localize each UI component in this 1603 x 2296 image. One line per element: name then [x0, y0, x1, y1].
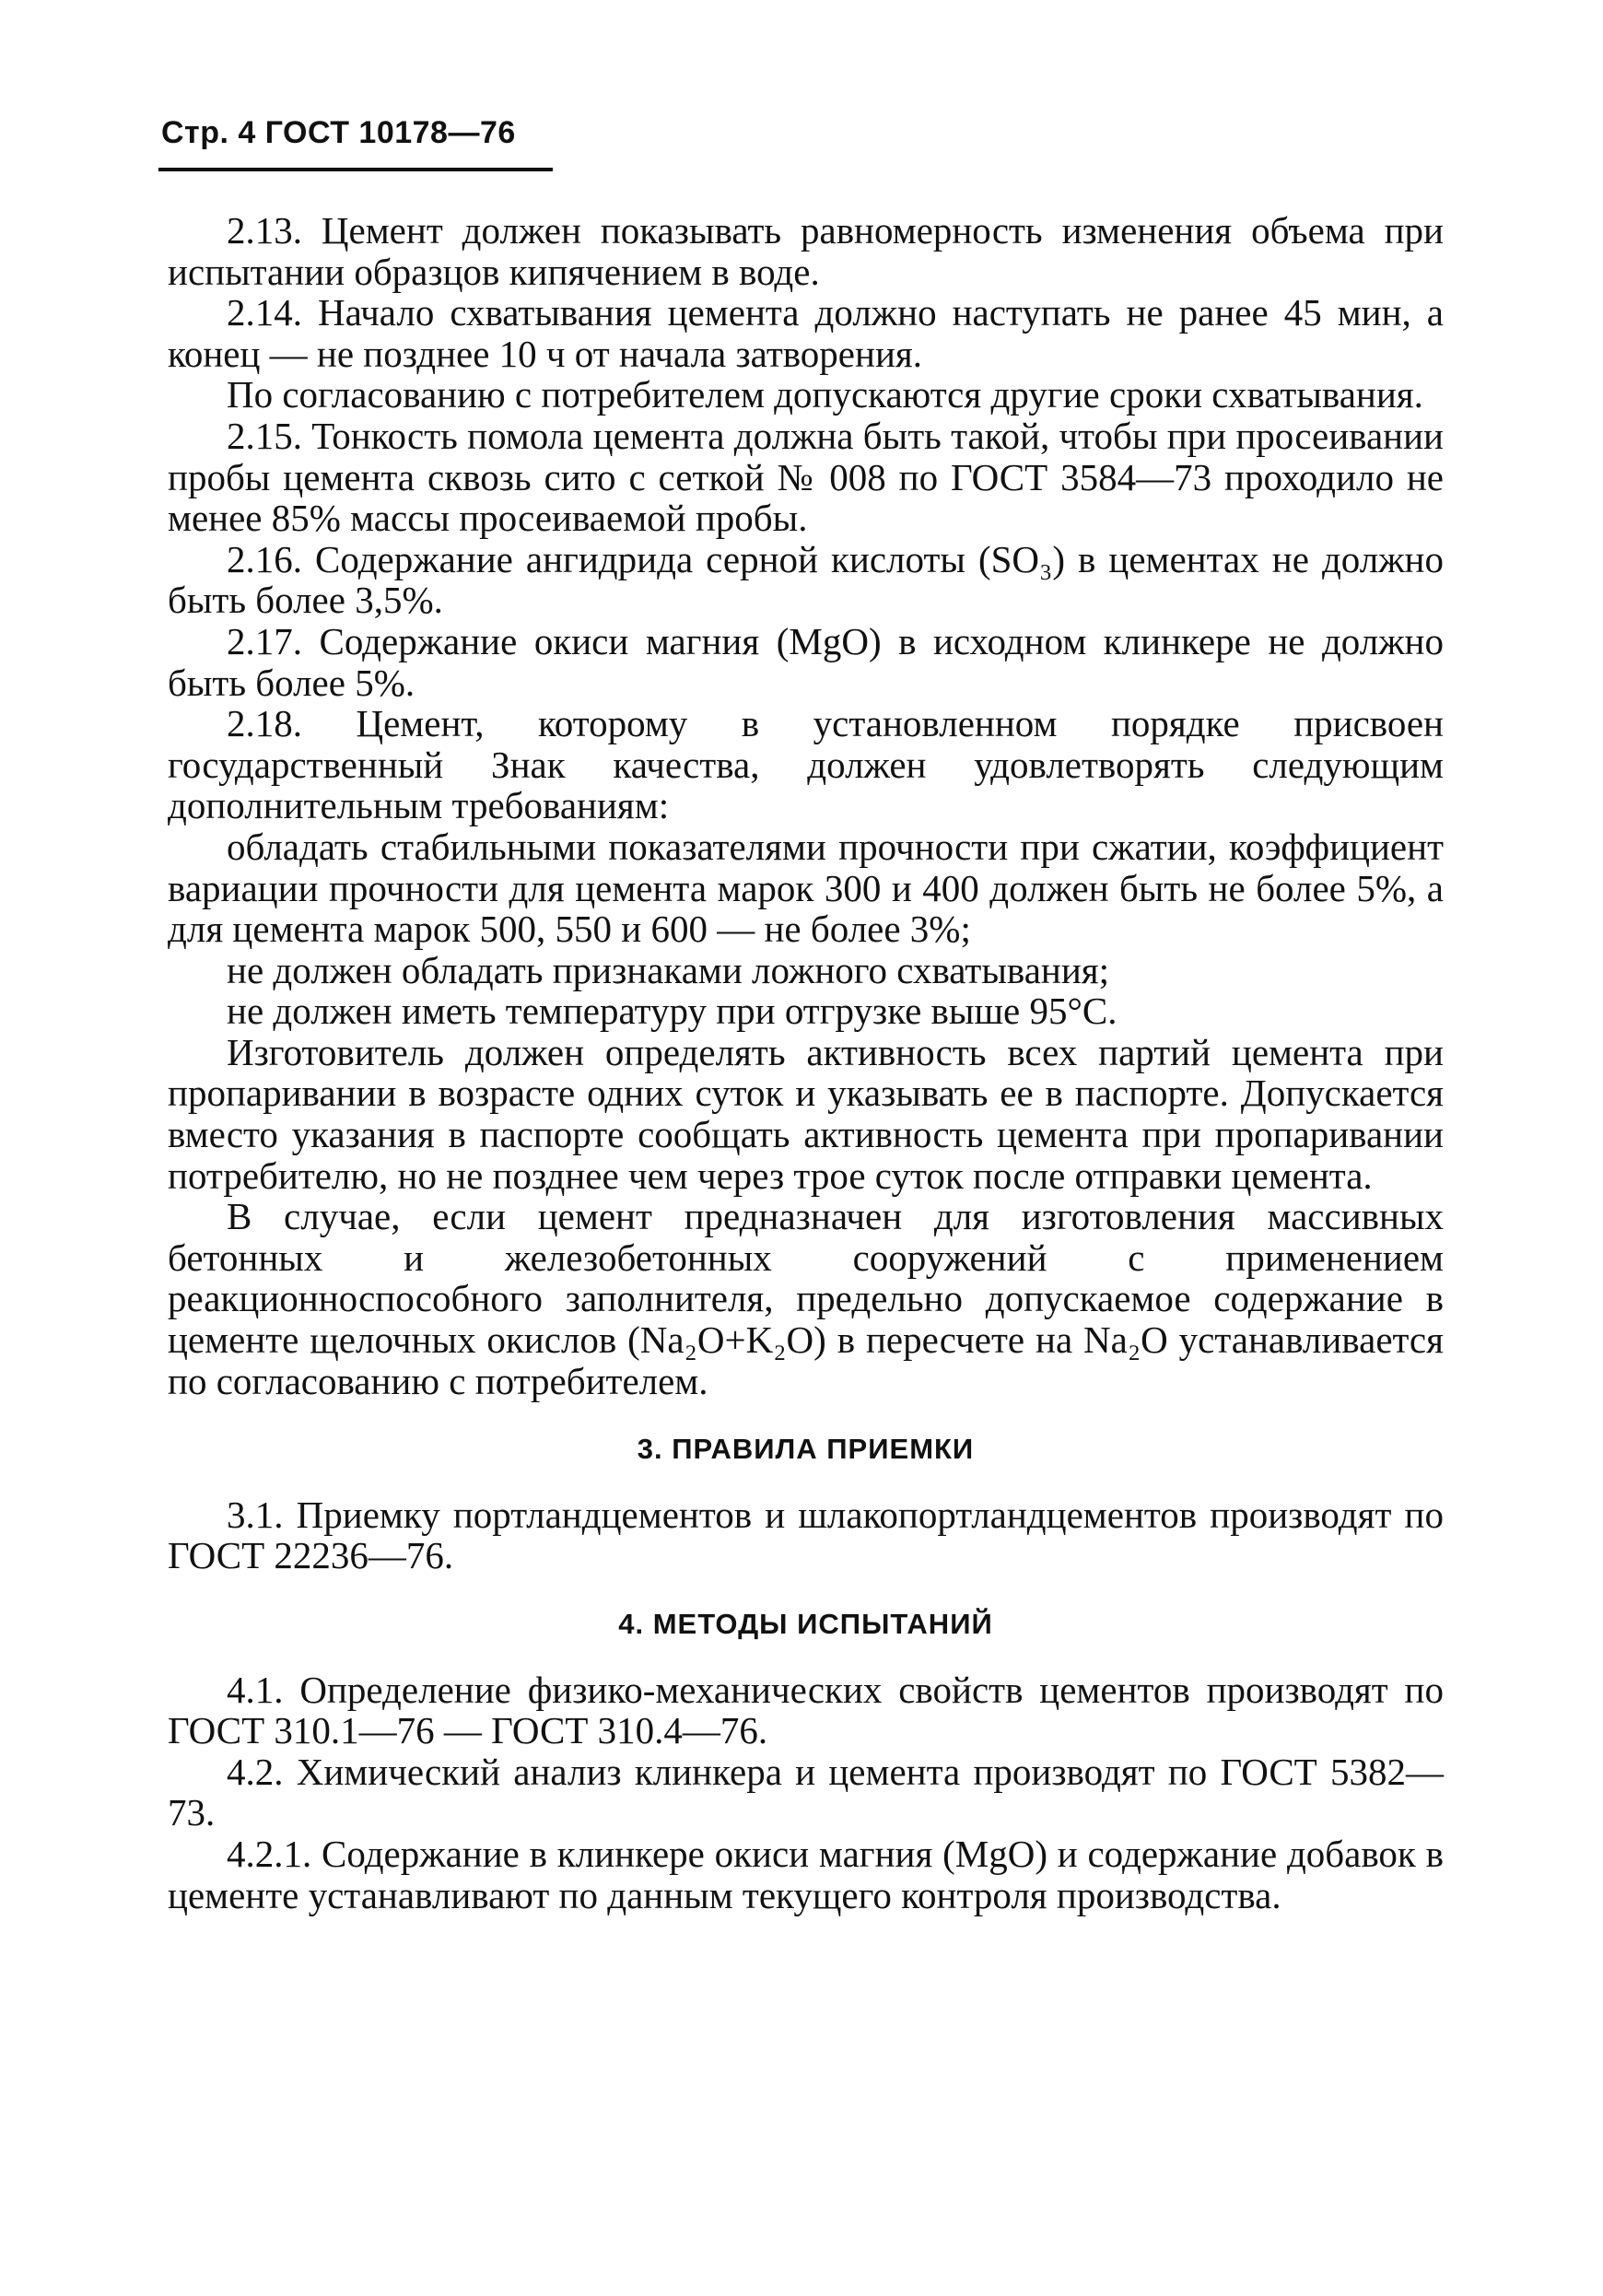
paragraph-2-14-note: По согласованию с потребителем допускаются другие сроки схватывания. [227, 373, 1423, 416]
running-header: Стр. 4 ГОСТ 10178—76 [161, 115, 516, 150]
paragraph-manufacturer: Изготовитель должен определять активность всех партий цемента при пропаривании в возрасте одних суток и указывать ее в паспорте. Допускается вместо указания в паспорте сообщать активность цемента при пропаривании потребителю, но не позднее чем через трое суток после отправки цемента. [168, 1030, 1444, 1197]
paragraph-alkali: В случае, если цемент предназначен для изготовления массивных бетонных и железобетонных сооружений с применением реакционноспособного заполнителя, предельно допускаемое содержание в цементе щелочных окислов (Na₂O+K₂O) в пересчете на Na₂O устанавливается по согласованию с потребителем. [168, 1195, 1444, 1402]
paragraph-4-1: 4.1. Определение физико-механических свойств цементов производят по ГОСТ 310.1—76 — ГОСТ 310.4—76. [168, 1668, 1444, 1752]
requirement-strength: обладать стабильными показателями прочности при сжатии, коэффициент вариации прочности для цемента марок 300 и 400 должен быть не более 5%, а для цемента марок 500, 550 и 600 — не более 3%; [168, 825, 1444, 951]
paragraph-3-1: 3.1. Приемку портландцементов и шлакопортландцементов производят по ГОСТ 22236—76. [168, 1493, 1444, 1577]
paragraph-2-15: 2.15. Тонкость помола цемента должна быть такой, чтобы при просеивании пробы цемента сквозь сито с сеткой № 008 по ГОСТ 3584—73 проходило не менее 85% массы просеиваемой пробы. [168, 414, 1444, 540]
body-text [168, 210, 1444, 1915]
paragraph-2-13: 2.13. Цемент должен показывать равномерность изменения объема при испытании образцов кипячением в воде. [168, 209, 1444, 293]
requirement-temperature: не должен иметь температуру при отгрузке выше 95°С. [227, 990, 1117, 1033]
section-4-heading: 4. МЕТОДЫ ИСПЫТАНИЙ [618, 1608, 993, 1640]
paragraph-4-2-1: 4.2.1. Содержание в клинкере окиси магния (MgO) и содержание добавок в цементе устанавливают по данным текущего контроля производства. [168, 1832, 1444, 1916]
section-3-heading: 3. ПРАВИЛА ПРИЕМКИ [637, 1433, 975, 1466]
paragraph-2-18: 2.18. Цемент, которому в установленном порядке присвоен государственный Знак качества, должен удовлетворять следующим дополнительным требованиям: [168, 702, 1444, 827]
paragraph-2-14: 2.14. Начало схватывания цемента должно наступать не ранее 45 мин, а конец — не позднее 10 ч от начала затворения. [168, 291, 1444, 375]
header-rule [158, 168, 553, 171]
paragraph-4-2: 4.2. Химический анализ клинкера и цемента производят по ГОСТ 5382—73. [168, 1750, 1444, 1834]
paragraph-2-17: 2.17. Содержание окиси магния (MgO) в исходном клинкере не должно быть более 5%. [168, 619, 1444, 704]
requirement-false-set: не должен обладать признаками ложного схватывания; [227, 948, 1110, 991]
paragraph-2-16: 2.16. Содержание ангидрида серной кислоты (SO₃) в цементах не должно быть более 3,5%. [168, 537, 1444, 622]
